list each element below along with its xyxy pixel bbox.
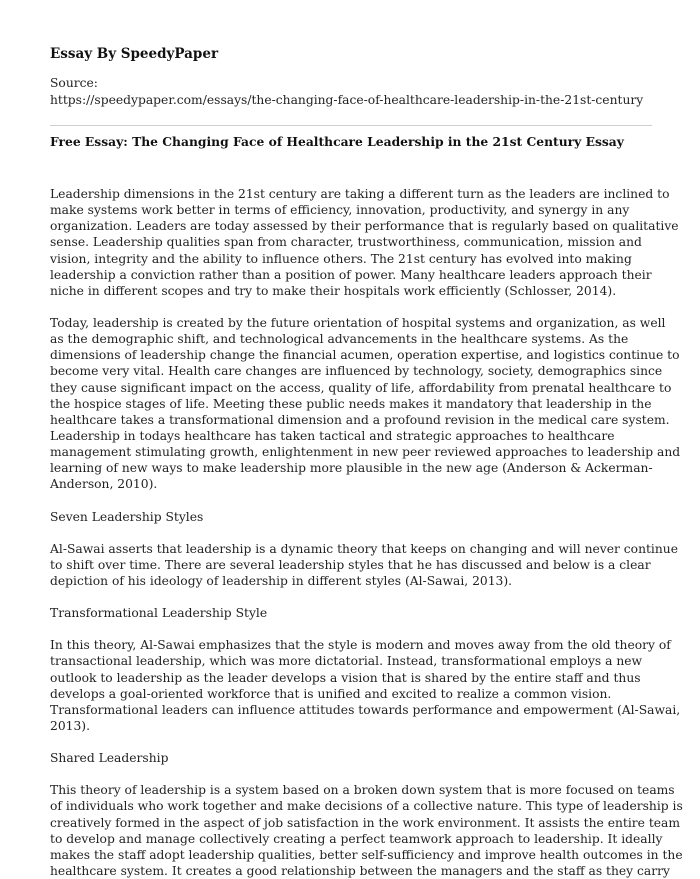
text-line: Leadership dimensions in the 21st century are taking a different turn as the leaders are inclined to [50,187,670,201]
text-line: 2013). [50,718,91,733]
text-line: vision, integrity and the ability to influence others. The 21st century has evolved into making [50,251,632,266]
text-line: Today, leadership is created by the future orientation of hospital systems and organization, as well [50,315,666,330]
text-line: the hospice stages of life. Meeting these public needs makes it mandatory that leadership in the [50,396,652,411]
text-line: outlook to leadership as the leader develops a vision that is shared by the entire staff and thus [50,670,641,685]
text-line: Anderson, 2010). [50,477,158,492]
text-line: to develop and manage collectively creating a perfect teamwork approach to leadership. It ideally [50,831,663,846]
text-line: In this theory, Al-Sawai emphasizes that the style is modern and moves away from the old theory of [50,638,671,653]
paragraph [50,186,679,299]
text-line: Leadership in todays healthcare has taken tactical and strategic approaches to healthcare [50,428,615,443]
text-line: of individuals who work together and make decisions of a collective nature. This type of leadership is [50,799,683,814]
section-heading [50,750,658,766]
paragraph-spacer [50,766,658,782]
paragraph [50,637,681,734]
text-line: creatively formed in the aspect of job satisfaction in the work environment. It assists the entire team [50,815,681,830]
text-line: healthcare takes a transformational dimension and a profound revision in the medical care system. [50,412,670,427]
source-label: Source: [50,76,98,90]
text-line: This theory of leadership is a system based on a broken down system that is more focused on teams [50,783,675,798]
text-line: Transformational leaders can influence attitudes towards performance and empowerment (Al-Sawai, [50,702,681,717]
text-line: healthcare system. It creates a good relationship between the managers and the staff as they carry [50,863,670,878]
source-url: https://speedypaper.com/essays/the-changing-face-of-healthcare-leadership-in-the-21st-century [50,93,644,107]
paragraph-spacer [50,299,658,315]
text-line: depiction of his ideology of leadership in different styles (Al-Sawai, 2013). [50,573,513,588]
text-line: they cause significant impact on the access, quality of life, affordability from prenatal healthcare to [50,380,672,395]
text-line: management stimulating growth, enlightenment in new peer reviewed approaches to leadership and [50,445,681,460]
text-line: niche in different scopes and try to make their hospitals work efficiently (Schlosser, 2014). [50,283,617,298]
text-line: transactional leadership, which was more dictatorial. Instead, transformational employs a new [50,654,643,669]
paragraph-spacer [50,525,658,541]
text-line: learning of new ways to make leadership more plausible in the new age (Anderson & Ackerman- [50,461,653,476]
text-line: develops a goal-oriented workforce that is unified and excited to realize a common vision. [50,686,612,701]
text-line: make systems work better in terms of efficiency, innovation, productivity, and synergy in any [50,203,630,218]
text-line: leadership a conviction rather than a position of power. Many healthcare leaders approach their [50,267,652,282]
paragraph-spacer [50,589,658,605]
paragraph [50,315,681,493]
text-line: Shared Leadership [50,751,169,766]
text-line: makes the staff adopt leadership qualities, better self-sufficiency and improve health outcomes in the [50,847,683,862]
text-line: to shift over time. There are several leadership styles that he has discussed and below is a clear [50,557,651,572]
divider [50,125,652,126]
essay-title: Free Essay: The Changing Face of Healthcare Leadership in the 21st Century Essay [50,134,624,149]
brand-title: Essay By SpeedyPaper [50,46,219,62]
text-line: Seven Leadership Styles [50,509,204,524]
source-block [50,75,660,109]
text-line: dimensions of leadership change the financial acumen, operation expertise, and logistics continue to [50,348,680,363]
section-heading [50,605,658,621]
paragraph-spacer [50,734,658,750]
paragraph [50,782,683,879]
text-line: sense. Leadership qualities span from character, trustworthiness, communication, mission and [50,235,642,250]
text-line: Transformational Leadership Style [50,606,268,621]
text-line: become very vital. Health care changes are influenced by technology, society, demographics since [50,364,663,379]
text-line: as the demographic shift, and technological advancements in the healthcare systems. As the [50,332,629,347]
text-line: Al-Sawai asserts that leadership is a dynamic theory that keeps on changing and will never continue [50,541,678,556]
essay-body [50,186,683,879]
paragraph-spacer [50,493,658,509]
text-line: organization. Leaders are today assessed by their performance that is regularly based on qualitative [50,219,679,234]
paragraph-spacer [50,621,658,637]
paragraph [50,541,678,589]
section-heading [50,509,658,525]
